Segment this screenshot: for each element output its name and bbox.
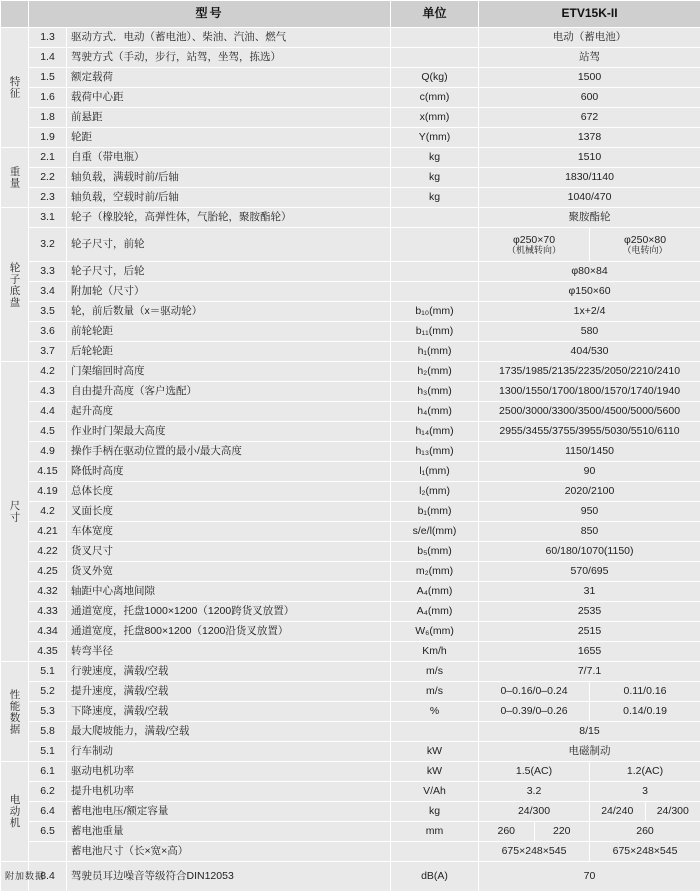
- row-value: 电磁制动: [479, 742, 700, 762]
- row-value: 1830/1140: [479, 168, 700, 188]
- table-row: [1, 128, 700, 148]
- battery-weight-b: 220: [535, 822, 590, 841]
- row-name: 轴负载，满载时前/后轴: [67, 168, 391, 188]
- row-name: 后轮轮距: [67, 342, 391, 362]
- row-no: 5.8: [29, 722, 67, 742]
- row-value: 600: [479, 88, 700, 108]
- row-value-right: 260: [590, 822, 700, 842]
- row-value: 2020/2100: [479, 482, 700, 502]
- row-value: 2500/3000/3300/3500/4500/5000/5600: [479, 402, 700, 422]
- row-value-right: 0.11/0.16: [590, 682, 700, 702]
- row-unit: mm: [391, 822, 479, 842]
- row-value: 2955/3455/3755/3955/5030/5510/6110: [479, 422, 700, 442]
- row-unit: kg: [391, 188, 479, 208]
- row-name: 货叉尺寸: [67, 542, 391, 562]
- row-unit: [391, 28, 479, 48]
- row-value: 1510: [479, 148, 700, 168]
- row-value: 950: [479, 502, 700, 522]
- row-name: 轮距: [67, 128, 391, 148]
- row-value: 672: [479, 108, 700, 128]
- row-no: 4.35: [29, 642, 67, 662]
- row-no: 8.4: [29, 862, 67, 892]
- row-unit: kg: [391, 148, 479, 168]
- row-value: 70: [479, 862, 700, 892]
- row-value: 60/180/1070(1150): [479, 542, 700, 562]
- row-name: 轮，前后数量（x＝驱动轮）: [67, 302, 391, 322]
- group-label-extra-text: 附加数据: [5, 871, 45, 882]
- row-no: 1.3: [29, 28, 67, 48]
- group-label-motor: 电动机: [1, 762, 29, 862]
- table-row: [1, 282, 700, 302]
- table-row: [1, 662, 700, 682]
- row-unit: dB(A): [391, 862, 479, 892]
- row-unit: W₆(mm): [391, 622, 479, 642]
- row-unit: b₁₁(mm): [391, 322, 479, 342]
- row-no: 4.32: [29, 582, 67, 602]
- row-no: 4.25: [29, 562, 67, 582]
- row-name: 附加轮（尺寸）: [67, 282, 391, 302]
- table-row: [1, 28, 700, 48]
- row-no: 4.2: [29, 362, 67, 382]
- row-unit: h₁₄(mm): [391, 422, 479, 442]
- row-name: 驾驶员耳边噪音等级符合DIN12053: [67, 862, 391, 892]
- row-value: 90: [479, 462, 700, 482]
- row-no: 4.22: [29, 542, 67, 562]
- table-row: [1, 722, 700, 742]
- tyre-front-mech-size: φ250×70: [513, 234, 555, 246]
- table-row: [1, 462, 700, 482]
- row-name: 自重（带电瓶）: [67, 148, 391, 168]
- row-unit: c(mm): [391, 88, 479, 108]
- row-no: 5.1: [29, 662, 67, 682]
- row-unit: h₂(mm): [391, 362, 479, 382]
- row-value-right: 3: [590, 782, 700, 802]
- table-row: [1, 762, 700, 782]
- row-value: φ150×60: [479, 282, 700, 302]
- row-value: 聚胺酯轮: [479, 208, 700, 228]
- row-value: 1150/1450: [479, 442, 700, 462]
- row-unit: h₃(mm): [391, 382, 479, 402]
- table-row: [1, 422, 700, 442]
- row-name: 行车制动: [67, 742, 391, 762]
- header-blank: [1, 1, 29, 28]
- row-unit: s/e/l(mm): [391, 522, 479, 542]
- table-row: [1, 582, 700, 602]
- row-unit: h₄(mm): [391, 402, 479, 422]
- tyre-front-elec-note: （电转向）: [594, 246, 696, 256]
- row-name: 前轮轮距: [67, 322, 391, 342]
- group-label-extra: [1, 862, 29, 892]
- row-name: 蓄电池尺寸（长×宽×高）: [67, 842, 391, 862]
- row-no: 4.34: [29, 622, 67, 642]
- table-row: [1, 802, 700, 822]
- table-row: [1, 842, 700, 862]
- row-no: 6.5: [29, 822, 67, 842]
- row-name: 转弯半径: [67, 642, 391, 662]
- row-name: 叉面长度: [67, 502, 391, 522]
- row-no: 1.5: [29, 68, 67, 88]
- table-row: [1, 48, 700, 68]
- row-unit: %: [391, 702, 479, 722]
- row-name: 轮子尺寸，后轮: [67, 262, 391, 282]
- table-row: [1, 362, 700, 382]
- header-unit: 单位: [391, 1, 479, 28]
- row-name: 轴距中心离地间隙: [67, 582, 391, 602]
- row-unit: h₁(mm): [391, 342, 479, 362]
- row-value-right: 1.2(AC): [590, 762, 700, 782]
- row-no: 2.3: [29, 188, 67, 208]
- row-unit: [391, 282, 479, 302]
- row-no: 3.3: [29, 262, 67, 282]
- table-row: [1, 742, 700, 762]
- row-name: 轮子尺寸，前轮: [67, 228, 391, 262]
- row-value-left: 675×248×545: [479, 842, 590, 862]
- row-name: 作业时门架最大高度: [67, 422, 391, 442]
- row-name: 通道宽度，托盘1000×1200（1200跨货叉放置）: [67, 602, 391, 622]
- row-no: 3.1: [29, 208, 67, 228]
- table-row: [1, 382, 700, 402]
- row-unit: A₄(mm): [391, 602, 479, 622]
- row-value-right-split: [590, 802, 700, 822]
- row-no: 4.5: [29, 422, 67, 442]
- row-value: 2515: [479, 622, 700, 642]
- row-name: 驱动方式．电动（蓄电池）、柴油、汽油、燃气: [67, 28, 391, 48]
- row-no: 3.5: [29, 302, 67, 322]
- row-value: 1735/1985/2135/2235/2050/2210/2410: [479, 362, 700, 382]
- table-row: [1, 88, 700, 108]
- table-row: [1, 822, 700, 842]
- row-no: 4.33: [29, 602, 67, 622]
- row-value-left: 24/300: [479, 802, 590, 822]
- row-value: 1378: [479, 128, 700, 148]
- table-row: [1, 68, 700, 88]
- row-unit: [391, 722, 479, 742]
- table-row: [1, 562, 700, 582]
- row-unit: b₅(mm): [391, 542, 479, 562]
- row-no: 5.1: [29, 742, 67, 762]
- row-unit: [391, 208, 479, 228]
- row-no: [29, 842, 67, 862]
- row-name: 驱动电机功率: [67, 762, 391, 782]
- row-value: 580: [479, 322, 700, 342]
- row-unit: x(mm): [391, 108, 479, 128]
- row-no: 4.4: [29, 402, 67, 422]
- row-value: 570/695: [479, 562, 700, 582]
- row-value: 1655: [479, 642, 700, 662]
- group-label-weight: 重量: [1, 148, 29, 208]
- table-row: [1, 442, 700, 462]
- table-row: [1, 402, 700, 422]
- row-value-left: 3.2: [479, 782, 590, 802]
- row-name: 车体宽度: [67, 522, 391, 542]
- row-value-left: 1.5(AC): [479, 762, 590, 782]
- table-row: [1, 148, 700, 168]
- row-name: 行驶速度，满载/空载: [67, 662, 391, 682]
- row-unit: l₁(mm): [391, 462, 479, 482]
- row-no: 4.2: [29, 502, 67, 522]
- row-no: 6.4: [29, 802, 67, 822]
- row-name: 货叉外宽: [67, 562, 391, 582]
- group-label-tyres: 轮子底盘: [1, 208, 29, 362]
- row-unit: kg: [391, 802, 479, 822]
- header-variant: ETV15K-II: [479, 1, 700, 28]
- row-no: 4.15: [29, 462, 67, 482]
- table-row: [1, 262, 700, 282]
- row-name: 通道宽度，托盘800×1200（1200沿货叉放置）: [67, 622, 391, 642]
- row-value: 1x+2/4: [479, 302, 700, 322]
- table-row: [1, 622, 700, 642]
- row-unit: [391, 228, 479, 262]
- row-unit: Y(mm): [391, 128, 479, 148]
- table-row: [1, 522, 700, 542]
- row-no: 6.2: [29, 782, 67, 802]
- row-value: 404/530: [479, 342, 700, 362]
- row-no: 2.2: [29, 168, 67, 188]
- row-value: 850: [479, 522, 700, 542]
- row-name: 载荷中心距: [67, 88, 391, 108]
- row-no: 5.2: [29, 682, 67, 702]
- row-value: 31: [479, 582, 700, 602]
- row-value-right: 675×248×545: [590, 842, 700, 862]
- row-name: 操作手柄在驱动位置的最小/最大高度: [67, 442, 391, 462]
- row-no: 4.19: [29, 482, 67, 502]
- row-unit: b₁(mm): [391, 502, 479, 522]
- row-name: 前悬距: [67, 108, 391, 128]
- row-value-front-elec: [590, 228, 700, 262]
- row-value: 1300/1550/1700/1800/1570/1740/1940: [479, 382, 700, 402]
- table-row: [1, 602, 700, 622]
- row-name: 额定载荷: [67, 68, 391, 88]
- row-value: 8/15: [479, 722, 700, 742]
- row-name: 门架缩回时高度: [67, 362, 391, 382]
- row-unit: Q(kg): [391, 68, 479, 88]
- row-unit: l₂(mm): [391, 482, 479, 502]
- row-unit: V/Ah: [391, 782, 479, 802]
- table-row: [1, 482, 700, 502]
- row-value: 7/7.1: [479, 662, 700, 682]
- row-value: 站驾: [479, 48, 700, 68]
- row-name: 提升速度，满载/空载: [67, 682, 391, 702]
- row-no: 1.8: [29, 108, 67, 128]
- row-unit: b₁₀(mm): [391, 302, 479, 322]
- row-no: 1.4: [29, 48, 67, 68]
- row-name: 蓄电池电压/额定容量: [67, 802, 391, 822]
- table-row: [1, 502, 700, 522]
- row-unit: kW: [391, 762, 479, 782]
- table-row: [1, 542, 700, 562]
- row-value: 1040/470: [479, 188, 700, 208]
- row-no: 4.9: [29, 442, 67, 462]
- row-name: 总体长度: [67, 482, 391, 502]
- group-label-identity: 特征: [1, 28, 29, 148]
- tyre-front-mech-note: （机械转向）: [483, 246, 585, 256]
- row-no: 3.6: [29, 322, 67, 342]
- row-unit: h₁₃(mm): [391, 442, 479, 462]
- row-unit: A₄(mm): [391, 582, 479, 602]
- row-no: 3.2: [29, 228, 67, 262]
- row-value-left: 0–0.16/0–0.24: [479, 682, 590, 702]
- row-unit: [391, 262, 479, 282]
- header-model: 型号: [29, 1, 391, 28]
- row-value: 1500: [479, 68, 700, 88]
- battery-weight-a: 260: [479, 822, 535, 841]
- table-row: [1, 108, 700, 128]
- table-row: [1, 188, 700, 208]
- row-no: 6.1: [29, 762, 67, 782]
- row-name: 驾驶方式（手动，步行，站驾，坐驾，拣选）: [67, 48, 391, 68]
- battery-volt-cap-b: 24/300: [646, 802, 700, 821]
- row-value-front-mech: [479, 228, 590, 262]
- table-row: [1, 642, 700, 662]
- row-unit: kW: [391, 742, 479, 762]
- row-unit: m/s: [391, 662, 479, 682]
- row-no: 1.6: [29, 88, 67, 108]
- row-no: 3.4: [29, 282, 67, 302]
- row-no: 1.9: [29, 128, 67, 148]
- tyre-front-elec-size: φ250×80: [624, 234, 666, 246]
- row-value-right: 0.14/0.19: [590, 702, 700, 722]
- row-no: 2.1: [29, 148, 67, 168]
- row-no: 3.7: [29, 342, 67, 362]
- row-name: 降低时高度: [67, 462, 391, 482]
- row-unit: m/s: [391, 682, 479, 702]
- row-unit: Km/h: [391, 642, 479, 662]
- row-name: 最大爬坡能力，满载/空载: [67, 722, 391, 742]
- row-value: 2535: [479, 602, 700, 622]
- table-row: [1, 862, 700, 892]
- row-no: 4.21: [29, 522, 67, 542]
- table-row: [1, 228, 700, 262]
- table-row: [1, 342, 700, 362]
- table-row: [1, 682, 700, 702]
- row-value-left: 0–0.39/0–0.26: [479, 702, 590, 722]
- row-value: 电动（蓄电池）: [479, 28, 700, 48]
- group-label-dimensions: 尺寸: [1, 362, 29, 662]
- row-name: 下降速度，满载/空载: [67, 702, 391, 722]
- battery-volt-cap-a: 24/240: [590, 802, 646, 821]
- row-name: 自由提升高度（客户选配）: [67, 382, 391, 402]
- row-unit: kg: [391, 168, 479, 188]
- table-row: [1, 208, 700, 228]
- row-name: 轮子（橡胶轮，高弹性体，气胎轮，聚胺酯轮）: [67, 208, 391, 228]
- row-value: φ80×84: [479, 262, 700, 282]
- table-header-row: [1, 1, 700, 28]
- row-unit: [391, 48, 479, 68]
- row-unit: [391, 842, 479, 862]
- table-row: [1, 702, 700, 722]
- row-name: 轴负载，空载时前/后轴: [67, 188, 391, 208]
- row-name: 蓄电池重量: [67, 822, 391, 842]
- table-row: [1, 168, 700, 188]
- row-no: 4.3: [29, 382, 67, 402]
- group-label-performance: 性能数据: [1, 662, 29, 762]
- table-row: [1, 782, 700, 802]
- row-value-left-split: [479, 822, 590, 842]
- row-unit: m₂(mm): [391, 562, 479, 582]
- row-no: 5.3: [29, 702, 67, 722]
- row-name: 提升电机功率: [67, 782, 391, 802]
- row-name: 起升高度: [67, 402, 391, 422]
- table-row: [1, 302, 700, 322]
- table-row: [1, 322, 700, 342]
